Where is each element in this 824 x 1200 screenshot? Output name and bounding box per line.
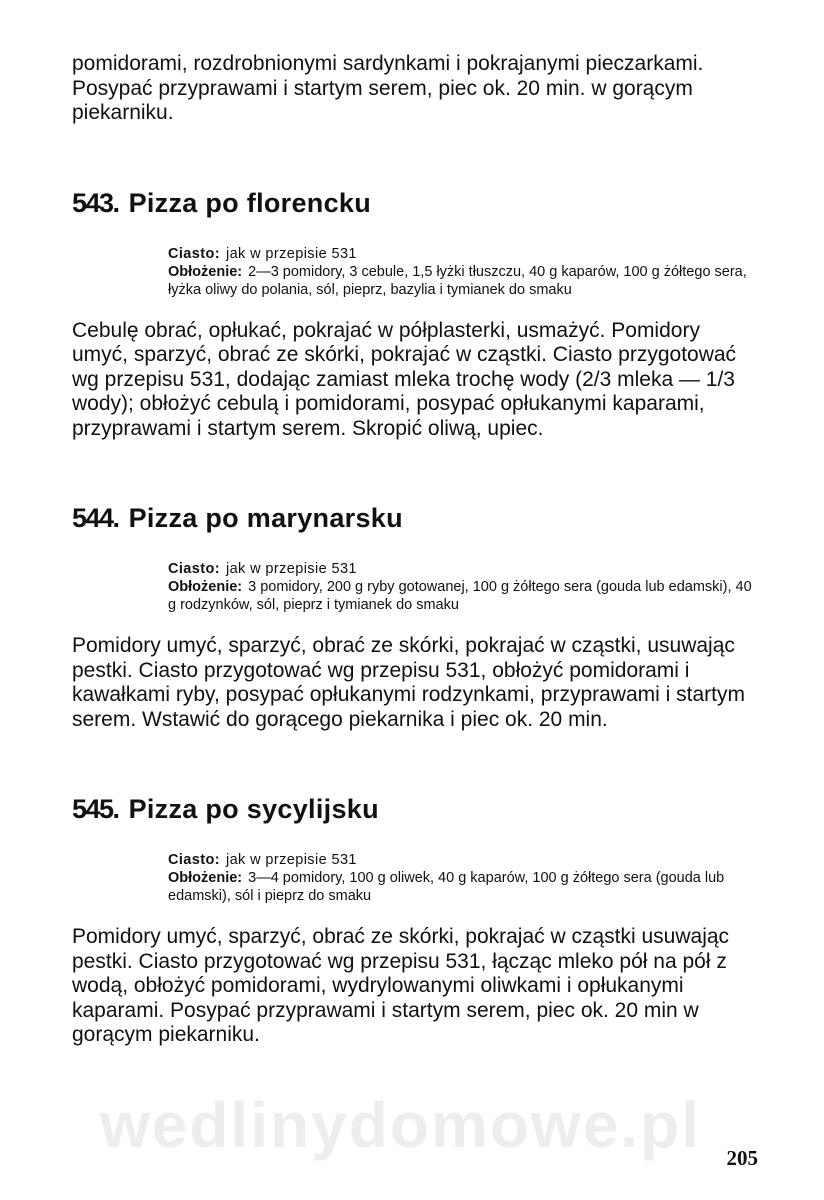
dough-text: jak w przepisie 531 xyxy=(225,245,357,262)
recipe-name: Pizza po marynarsku xyxy=(128,503,403,533)
dough-line xyxy=(168,851,756,869)
recipe-title xyxy=(72,794,756,825)
dough-line xyxy=(168,560,756,578)
dough-label: Ciasto: xyxy=(168,852,220,868)
dough-line xyxy=(168,245,756,263)
recipe-number: 543. xyxy=(72,187,119,218)
recipe-name: Pizza po florencku xyxy=(128,187,372,218)
recipe-544 xyxy=(72,503,756,732)
topping-label: Obłożenie: xyxy=(168,870,243,886)
recipe-number: 544. xyxy=(72,503,119,533)
intro-paragraph: pomidorami, rozdrobnionymi sardynkami i pokrajanymi pieczarkami. Posypać przyprawami i startym serem, piec ok. 20 min. w gorącym piekarniku. xyxy=(72,52,704,124)
recipe-number: 545. xyxy=(72,794,119,824)
recipe-title xyxy=(72,188,756,219)
ingredients-block xyxy=(168,245,756,299)
watermark: wedlinydomowe.pl xyxy=(100,1089,701,1161)
topping-line xyxy=(168,263,756,299)
method-paragraph: Pomidory umyć, sparzyć, obrać ze skórki, pokrajać w cząstki usuwając pestki. Ciasto przygotować wg przepisu 531, łącząc mleko pół na pół z wodą, obłożyć pomidorami, wydrylowanymi oliwkami i opłukanymi kaparami. Posypać przyprawami i startym serem, piec ok. 20 min w gorącym piekarniku. xyxy=(72,925,730,1046)
topping-label: Obłożenie: xyxy=(168,263,243,280)
topping-label: Obłożenie: xyxy=(168,579,243,595)
topping-text: 3 pomidory, 200 g ryby gotowanej, 100 g żółtego sera (gouda lub edamski), 40 g rodzynków, sól, pieprz i tymianek do smaku xyxy=(168,579,752,613)
recipe-name: Pizza po sycylijsku xyxy=(128,794,379,824)
recipe-543 xyxy=(72,188,756,442)
dough-text: jak w przepisie 531 xyxy=(225,561,357,577)
topping-line xyxy=(168,578,756,614)
ingredients-block xyxy=(168,560,756,614)
method-paragraph: Pomidory umyć, sparzyć, obrać ze skórki, pokrajać w cząstki, usuwając pestki. Ciasto przygotować wg przepisu 531, obłożyć pomidorami i kawałkami ryby, posypać opłukanymi rodzynkami, przyprawami i startym serem. Wstawić do gorącego piekarnika i piec ok. 20 min. xyxy=(72,634,745,731)
method-paragraph: Cebulę obrać, opłukać, pokrajać w półplasterki, usmażyć. Pomidory umyć, sparzyć, obrać ze skórki, pokrajać w cząstki. Ciasto przygotować wg przepisu 531, dodając zamiast mleka trochę wody (2/3 mleka — 1/3 wody); obłożyć cebulą i pomidorami, posypać opłukanymi kaparami, przyprawami i startym serem. Skropić oliwą, upiec. xyxy=(72,318,737,440)
page-number: 205 xyxy=(726,1146,758,1170)
topping-line xyxy=(168,869,756,905)
recipe-title xyxy=(72,503,756,534)
page-content xyxy=(72,52,756,1110)
dough-text: jak w przepisie 531 xyxy=(225,852,357,868)
ingredients-block xyxy=(168,851,756,905)
dough-label: Ciasto: xyxy=(168,561,220,577)
recipe-545 xyxy=(72,794,756,1048)
topping-text: 2—3 pomidory, 3 cebule, 1,5 łyżki tłuszczu, 40 g kaparów, 100 g żółtego sera, łyżka oliwy do polania, sól, pieprz, bazylia i tymianek do smaku xyxy=(168,263,747,298)
dough-label: Ciasto: xyxy=(168,245,220,262)
topping-text: 3—4 pomidory, 100 g oliwek, 40 g kaparów, 100 g żółtego sera (gouda lub edamski), sól i pieprz do smaku xyxy=(168,870,725,904)
